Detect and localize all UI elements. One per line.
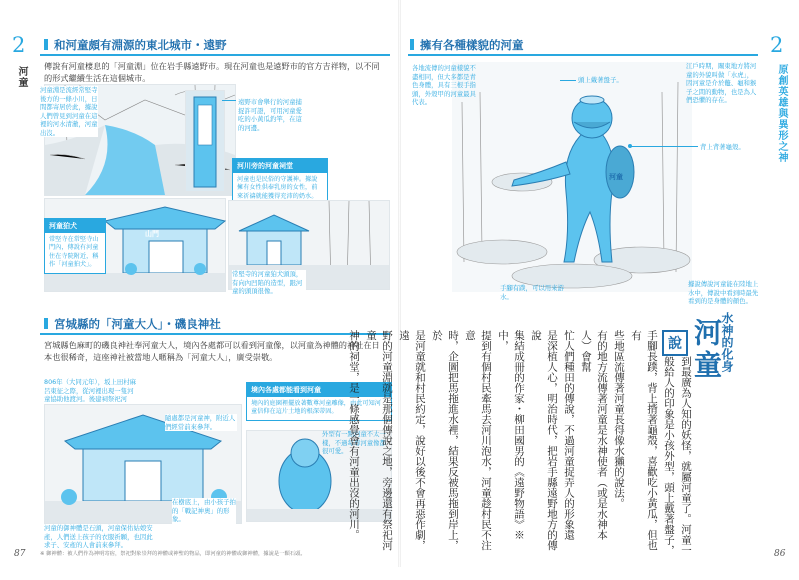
callout-statue-shape: 外型有一點河童不太一樣，不過每尊河童像都很可愛。: [322, 430, 386, 455]
setsu-mark: 說: [662, 330, 688, 356]
figure-label: 河童: [609, 173, 623, 181]
chapter-title: 原創英雄與異形之神: [776, 64, 787, 163]
callout-various-looks: 各地流傳的河童樣貌不盡相同，但大多都是青色身體，具有三根手指頭，外殼甲的河童最具代表。: [412, 64, 476, 106]
section-divider: [408, 54, 758, 56]
section-paragraph: 傳說有河童棲息的「河童淵」位在岩手縣遠野市。現在河童也是遠野市的官方吉祥物，以不同的形式繼續生活在這個城市。: [44, 61, 380, 83]
callout-kappa-fuchi: 河童淵是流經常堅寺後方的一條小川，日間都寄居於此，據說人們曾見到河童在這裡的河水清澈，河童出沒。: [40, 86, 98, 137]
box-river-shrine-text: 河童也是民俗的守護神。據說擁有女性供奉乳房的女性，前來祈禱就能獲得充沛的奶水。: [237, 176, 318, 200]
chapter-number: 2: [770, 33, 784, 57]
article-body: 到最廣為人知的妖怪，就屬河童了。河童一 般給人的印象是小孩外型，頭上戴著盤子， 手腳長蹼，背上揹著龜殼，喜歡吃小黃瓜，但也有 些地區流傳著河童長得像水獺的說法。 有的地方流傳著河童是水神使者（或是水神本人）會幫 忙人們種田的傳說，不過河童捉弄人的形象還 是深植人心，明治時代，把岩手縣遠野地方的傳說 集結成冊的作家・柳田國男的《遠野物語》※中， 提到有個村民牽馬去河川泡水，河童趁村民不注意 時，企圖把馬拖進水裡，結果反被馬拖到岸上，於 是河童就和村民約定，說好以後不會再惡作劇，遠 野的河童淵就是那個傳說之地，旁邊還有祭祀河童 神的祠堂，是一條感覺會有河童出沒的河川。: [348, 330, 692, 556]
callout-bottom-tono: 常堅寺的河童狛犬頭頂，有向內凹陷的造型，跟河童的頭頂很像。: [232, 270, 306, 296]
callout-shell: 背上背著龜殼。: [700, 143, 745, 151]
box-kappa-komainu-text: 常堅寺在常堅寺山門內，傳說有河童住在寺院附近，稱作「河童狛犬」。: [49, 236, 99, 269]
callout-permit: 遠野市會舉行的河童捕捉許可證，可用河童愛吃的小黃瓜釣竿，在這的河邊。: [238, 98, 302, 132]
section-title-appearance: 擁有各種樣貌的河童: [410, 37, 524, 53]
callout-history: 806年（大同元年），坂上田村麻呂東征之際，從河裡出現一隻河童協助他渡河。後建祠祭祀河: [44, 378, 137, 403]
kappa-figure-illustration: [452, 62, 692, 292]
section-divider: [40, 333, 390, 335]
page-number: 87: [14, 549, 26, 559]
gate-sign: 山門: [145, 230, 159, 238]
box-river-shrine-title: 河川旁的河童祠堂: [233, 159, 327, 173]
chapter-number: 2: [12, 33, 26, 57]
callout-suiko: 江戶時期，關東地方將河童的外貌叫做「水虎」，因河童是介於鼈、龜和猴子之間的動物，也是為人們恐懼的存在。: [686, 62, 757, 104]
callout-goshintai: 河童的御神體是石頭，河童保佑姑娘安產，人們送上孩子的衣服祈願，也因此求子、安產的人會前來參拜。: [44, 524, 153, 549]
box-river-shrine: [232, 158, 328, 205]
footnote: ※ 御神體：被人們作為神明寄宿，祭祀對象崇拜的神體或神聖的物品，即河童的神體或御神體，據說是一顆石頭。: [40, 551, 306, 557]
article-heading: 河童: [690, 318, 723, 382]
box-kappa-komainu: [44, 218, 106, 274]
callout-plate: 頭上戴著盤子。: [578, 76, 623, 84]
page-number: 86: [774, 549, 786, 559]
article-kicker: 水神的化身: [720, 312, 734, 372]
callout-tree: 在樹底上，由小孩子拍的「戰記神奧」的形象。: [172, 498, 236, 523]
left-page: [0, 0, 399, 567]
section-divider: [40, 54, 390, 56]
section-paragraph: 宮城縣色麻町的磯良神社奉河童大人，境內各處都可以看到河童像，以河童為神體的神社在日本也很稀奇，這座神社被當地人暱稱為「河童大人」，廣受崇敬。: [44, 340, 380, 362]
side-label: 河童: [16, 66, 27, 88]
box-kappa-everywhere-title: 境內各處都能看到河童: [247, 383, 391, 397]
sign-post-illustration: [185, 90, 225, 192]
callout-webbed: 手腳有蹼，可以用來游水。: [500, 284, 564, 301]
box-kappa-komainu-title: 河童狛犬: [45, 219, 105, 233]
callout-visitors: 隨處都是河童神，附近人們經常前來參拜。: [165, 414, 236, 431]
box-kappa-everywhere-text: 境內的庭園裡擺放著數尊河童雕像，由此可知河童信仰在這片土地的根深蒂固。: [251, 400, 381, 416]
section-title-tono: 和河童頗有淵源的東北城市・遠野: [44, 37, 227, 53]
callout-color: 據說傳說河童能在陸地上水中，傳說中看到時最先看到的是身體的顏色。: [688, 280, 759, 305]
section-title-isora: 宮城縣的「河童大人」・磯良神社: [44, 316, 221, 332]
